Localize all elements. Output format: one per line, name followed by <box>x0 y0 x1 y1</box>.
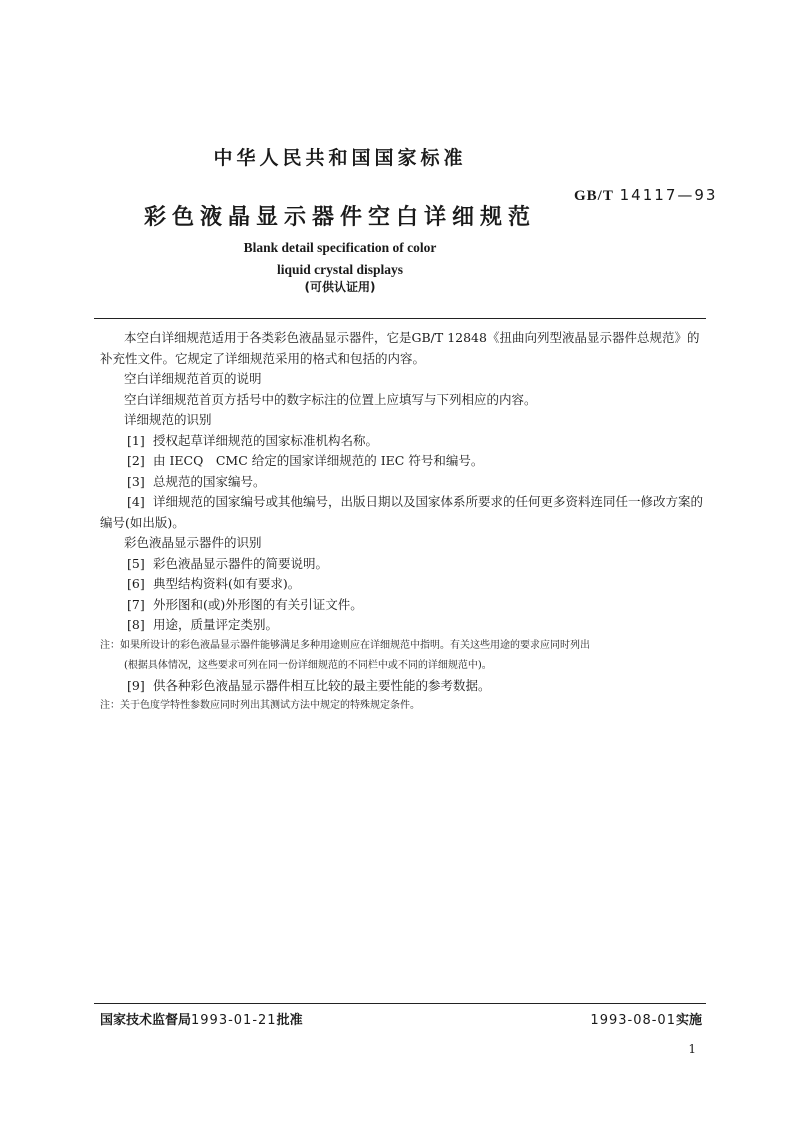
list-item: [3] 总规范的国家编号。 <box>127 473 266 489</box>
footer-divider <box>94 1003 706 1004</box>
list-item: [7] 外形图和(或)外形图的有关引证文件。 <box>127 596 363 612</box>
section-heading-first-page: 空白详细规范首页的说明 <box>124 371 262 386</box>
approve-label: 批准 <box>276 1013 303 1028</box>
english-title-line1: Blank detail specification of color <box>243 240 437 255</box>
approve-date: 1993-01-21 <box>191 1013 277 1028</box>
list-item: [1] 授权起草详细规范的国家标准机构名称。 <box>127 432 379 448</box>
english-title-line2: liquid crystal displays <box>276 262 404 277</box>
first-page-description: 空白详细规范首页方括号中的数字标注的位置上应填写与下列相应的内容。 <box>124 391 537 407</box>
list-item: [8] 用途，质量评定类别。 <box>127 617 279 632</box>
list-item: [9] 供各种彩色液晶显示器件相互比较的最主要性能的参考数据。 <box>127 677 491 693</box>
list-item: [6] 典型结构资料(如有要求)。 <box>127 576 301 591</box>
document-body <box>100 328 710 716</box>
approval-info <box>100 1009 303 1028</box>
effective-label: 实施 <box>675 1013 702 1028</box>
section-heading-identification: 详细规范的识别 <box>124 412 212 427</box>
document-title: 彩色液晶显示器件空白详细规范 <box>143 205 536 230</box>
effective-date: 1993-08-01 <box>590 1013 676 1028</box>
national-standard-title: 中华人民共和国国家标准 <box>213 147 467 169</box>
standard-code: 14117—93 <box>619 186 718 204</box>
intro-paragraph: 本空白详细规范适用于各类彩色液晶显示器件，它是GB/T 12848《扭曲向列型液晶显示器件总规范》的补充性文件。它规定了详细规范采用的格式和包括的内容。 <box>100 330 700 366</box>
effective-info <box>590 1009 702 1028</box>
header-divider <box>94 318 706 319</box>
list-item: [2] 由 IECQ CMC 给定的国家详细规范的 IEC 符号和编号。 <box>127 453 484 468</box>
section-heading-device: 彩色液晶显示器件的识别 <box>124 535 262 550</box>
standard-prefix: GB/T <box>574 188 614 204</box>
page-number: 1 <box>688 1042 696 1056</box>
list-item: [5] 彩色液晶显示器件的简要说明。 <box>127 555 329 571</box>
approver: 国家技术监督局 <box>100 1013 192 1028</box>
list-item: [4] 详细规范的国家编号或其他编号，出版日期以及国家体系所要求的任何更多资料连同任一修改方案的编号(如出版)。 <box>100 494 704 530</box>
note-1-line-2: (根据具体情况，这些要求可列在同一份详细规范的不同栏中或不同的详细规范中)。 <box>124 659 492 671</box>
certification-note: (可供认证用) <box>304 280 376 294</box>
note-1-line-1: 注：如果所设计的彩色液晶显示器件能够满足多种用途则应在详细规范中指明。有关这些用途的要求应同时列出 <box>100 639 590 651</box>
note-2: 注：关于色度学特性参数应同时列出其测试方法中规定的特殊规定条件。 <box>100 700 420 711</box>
